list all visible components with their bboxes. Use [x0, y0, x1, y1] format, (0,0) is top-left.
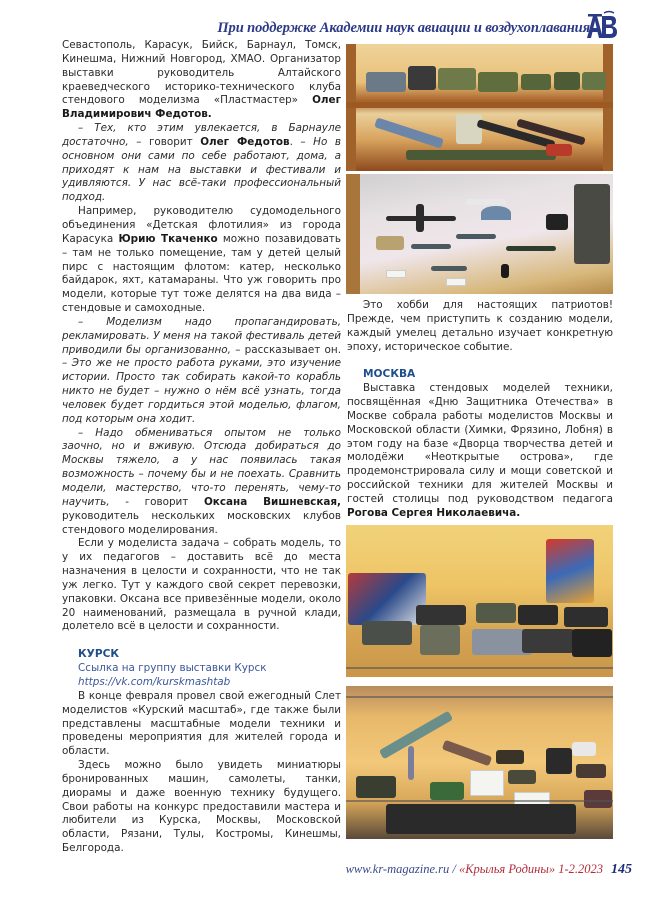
photo-shelf-models	[346, 44, 613, 171]
paragraph: В конце февраля провел свой ежегодный Слет моделистов «Курский масштаб», где также были представлены масштабные модели техники и проведены мероприятия для жителей города и области.	[62, 689, 341, 758]
paragraph: Например, руководителю судомодельного объединения «Детская флотилия» из города Карасука Юрию Ткаченко можно позавидовать – там не только помещение, там у детей целый пирс с настоящим флотом: катер, несколько байдарок, яхт, катамараны. Что уж говорить про модели, которые тут тоже делятся на два вида – стендовые и самоходные.	[62, 205, 341, 315]
photo-tanks-vitrine	[346, 525, 613, 677]
quote-paragraph: – Тех, кто этим увлекается, в Барнауле достаточно, – говорит Олег Федотов. – Но в основном они сами по себе работают, дома, а приходят к нам на выставки и фестивали и удивляются. У нас всё-таки профессиональный подход.	[62, 122, 341, 204]
kursk-link-label: Ссылка на группу выставки Курск	[78, 662, 267, 675]
footer-site-link[interactable]: www.kr-magazine.ru	[345, 862, 450, 876]
anav-logo-icon	[584, 10, 618, 42]
person-name: Олег Федотов	[200, 135, 290, 148]
header-title: При поддержке Академии наук авиации и воздухоплавания	[217, 20, 590, 36]
page-footer: www.kr-magazine.ru / «Крылья Родины» 1-2.2023 145	[345, 862, 632, 877]
left-column	[62, 39, 341, 856]
footer-magazine-issue: «Крылья Родины» 1-2.2023	[458, 862, 603, 876]
person-name: Оксана Вишневская,	[203, 495, 341, 508]
paragraph: Севастополь, Карасук, Бийск, Барнаул, Томск, Кинешма, Нижний Новгород, ХМАО. Организатор выставки руководитель Алтайского краеведческого историко-технического клуба стендового моделизма «Пластмастер» Олег Владимирович Федотов.	[62, 39, 341, 121]
person-name: Олег Владимирович Федотов.	[62, 94, 341, 121]
quote-paragraph: – Надо обмениваться опытом не только заочно, но и вживую. Отсюда добираться до Москвы тяжело, а у нас появилась такая возможность – почему бы и не поехать. Сравнить модели, мастерство, что-то перенять, чему-то научить, - говорит Оксана Вишневская, руководитель нескольких московских клубов стендового моделирования.	[62, 426, 341, 536]
page-number: 145	[611, 862, 632, 877]
page-header	[0, 8, 662, 42]
right-column	[347, 299, 613, 521]
kursk-link-url[interactable]: https://vk.com/kurskmashtab	[78, 675, 231, 688]
paragraph: Выставка стендовых моделей техники, посвящённая «Дню Защитника Отечества» в Москве собрала работы моделистов Москвы и Московской области (Химки, Фрязино, Лобня) в этом году на базе «Дворца творчества детей и молодёжи «Неоткрытые острова», где продемонстрировала силу и мощи советской и российской техники для жителей Москвы и гостей столицы под руководством педагога Рогова Сергея Николаевича.	[347, 382, 613, 519]
section-heading-moscow: МОСКВА	[363, 368, 416, 381]
person-name: Рогова Сергея Николаевича.	[347, 506, 521, 519]
quote-paragraph: – Моделизм надо пропагандировать, рекламировать. У меня на такой фестиваль детей приводили бы организованно, – рассказывает он. – Это же не просто работа руками, это изучение истории. Просто так собирать какой-то корабль никто не будет – нужно о нём всё узнать, тогда человек будет гордиться этой моделью, флагом, под которым она ходит.	[62, 315, 342, 425]
section-heading-kursk: КУРСК	[78, 648, 120, 661]
photo-aircraft-table	[346, 174, 613, 294]
paragraph: Здесь можно было увидеть миниатюры бронированных машин, самолеты, танки, диорамы и даже военную технику будущего. Свои работы на конкурс предоставили мастера и любители из Курска, Москвы, Московской области, Рязани, Тулы, Костромы, Кинешмы, Белгорода.	[62, 759, 341, 855]
photo-jets-vitrine	[346, 686, 613, 839]
person-name: Юрию Ткаченко	[118, 232, 218, 245]
paragraph: Это хобби для настоящих патриотов! Прежде, чем приступить к созданию модели, каждый умелец детально изучает конкретную эпоху, историческое событие.	[347, 299, 613, 353]
paragraph: Если у моделиста задача – собрать модель, то у их педагогов – доставить всё до места назначения в целости и сохранности, что не так уж легко. Тут у каждого свой секрет перевозки, упаковки. Оксана все привезённые модели, около 20 наименований, размещала в ручной клади, долетело всё в целости и сохранности.	[62, 537, 341, 633]
